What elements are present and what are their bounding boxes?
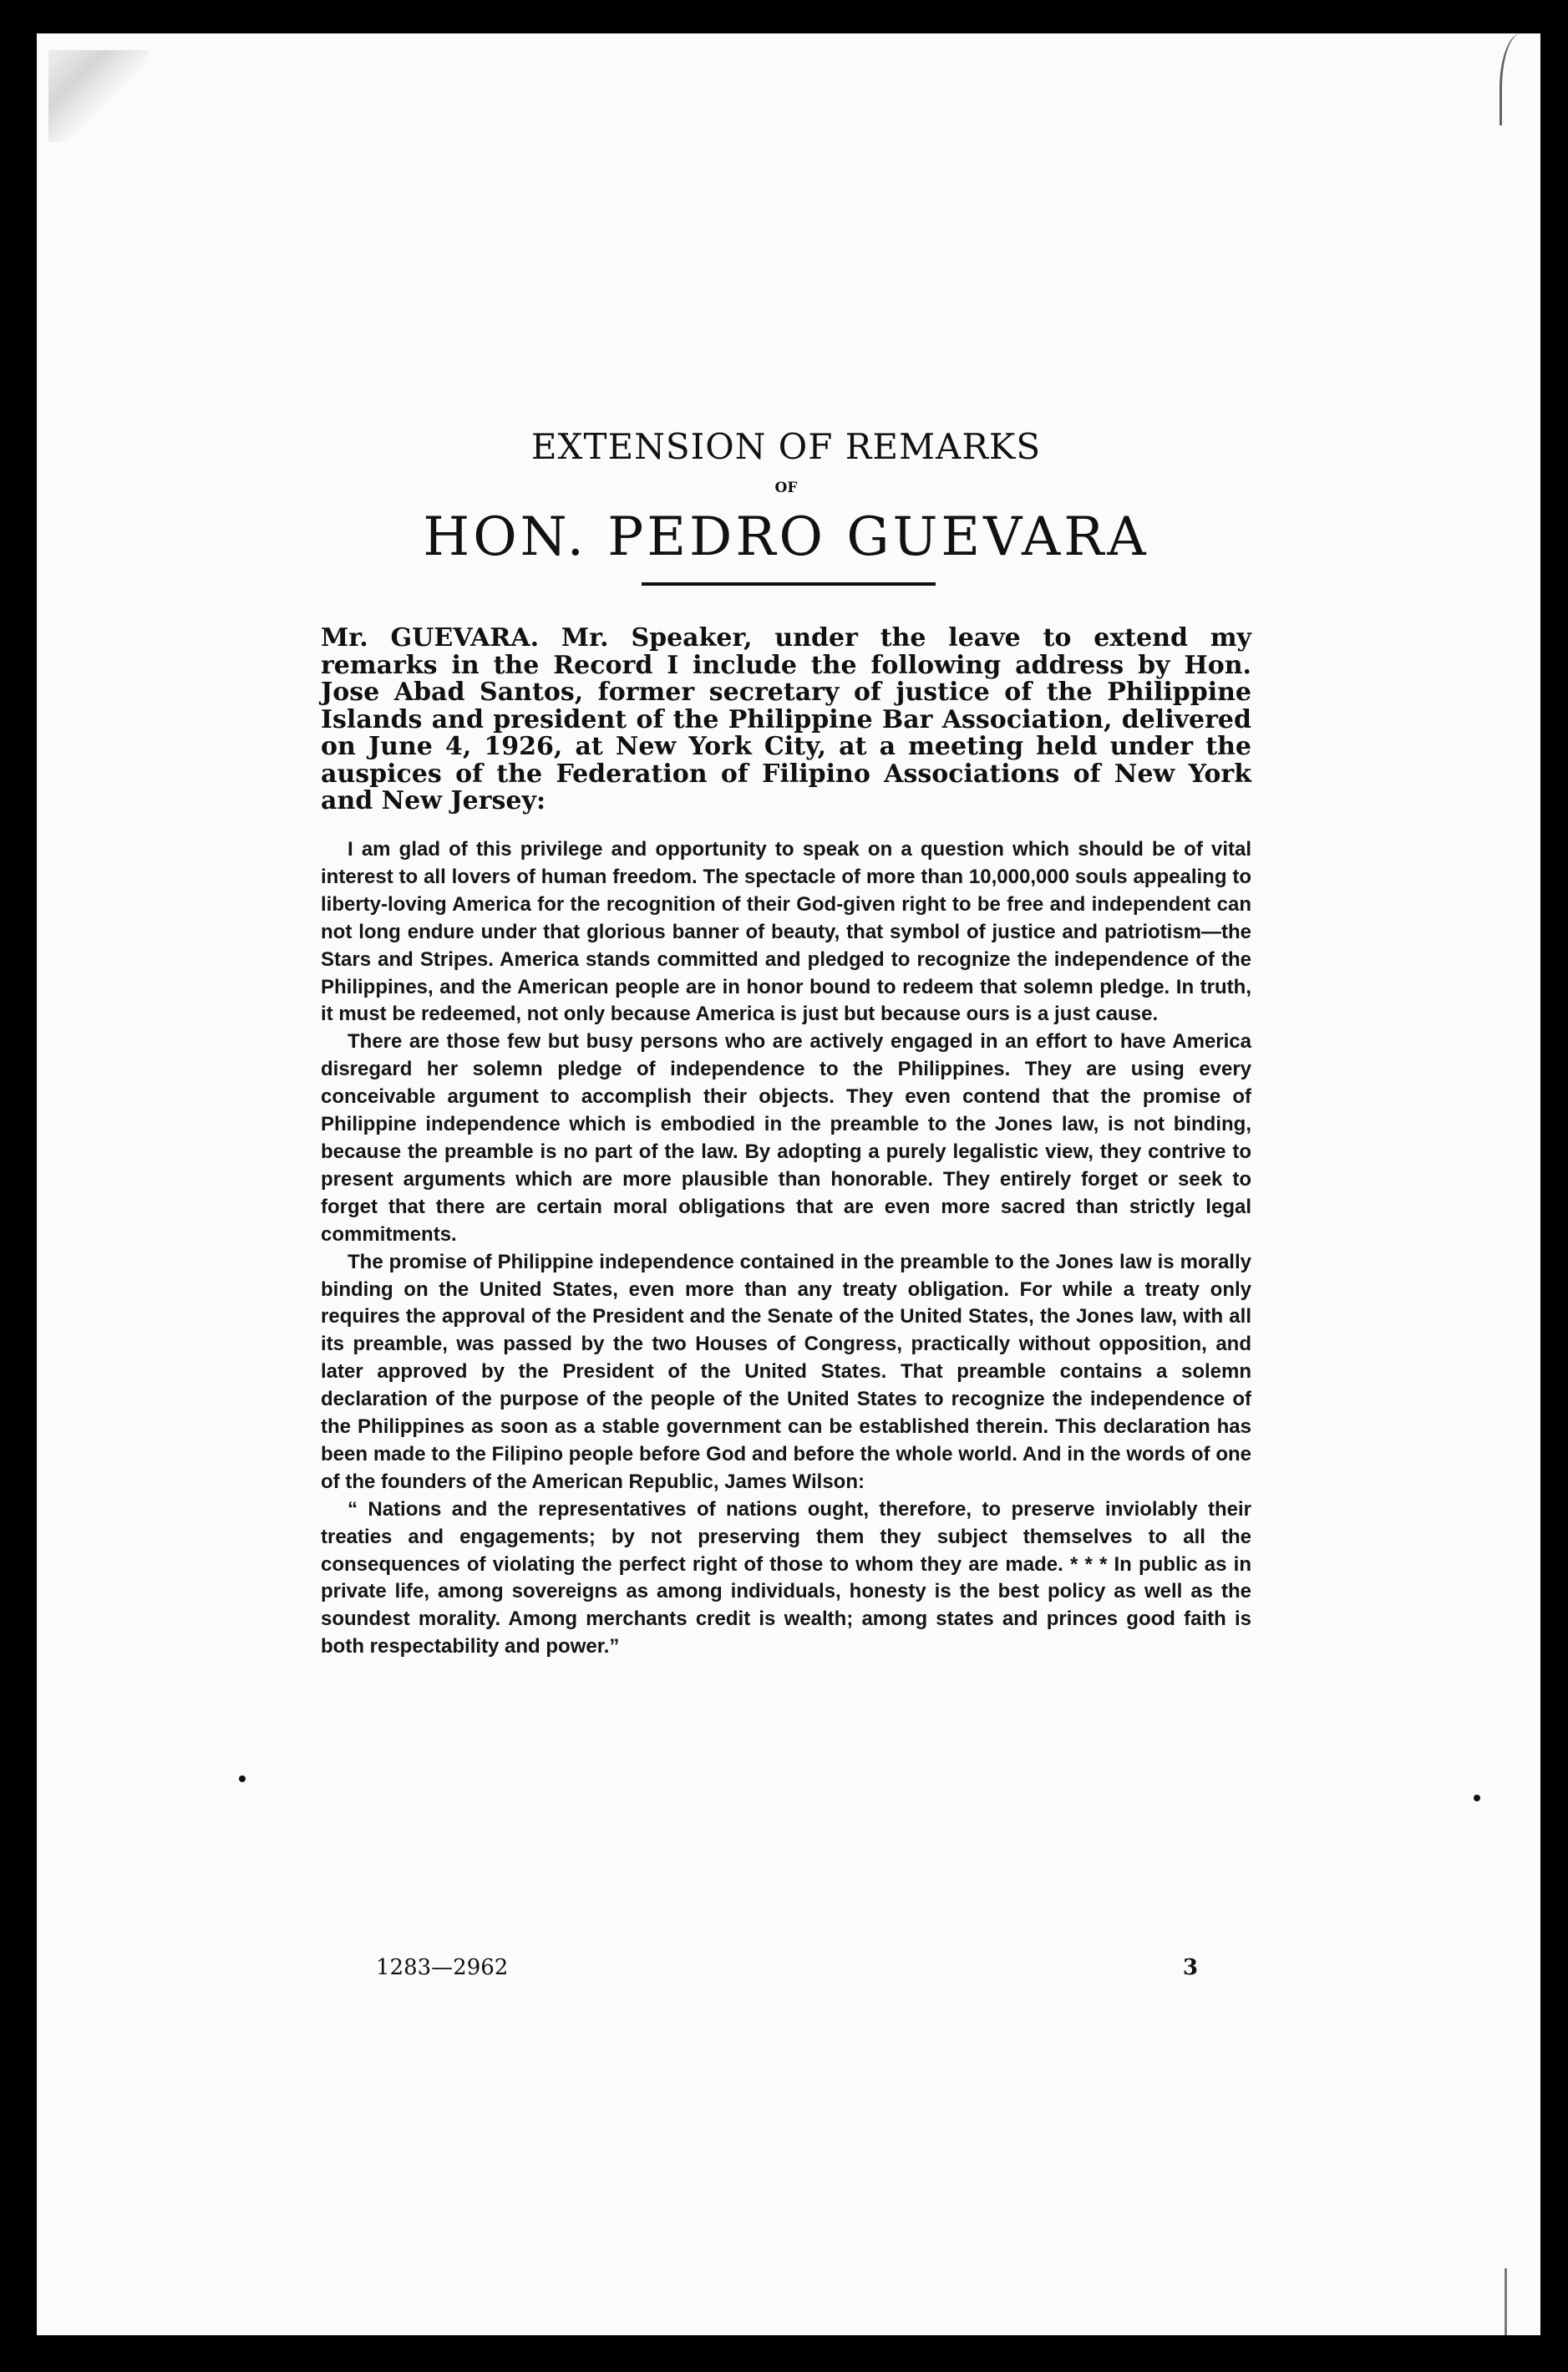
scan-artifact [48, 50, 149, 142]
address-body [321, 836, 1251, 1661]
speaker-name: HON. PEDRO GUEVARA [423, 506, 1149, 568]
body-paragraph: There are those few but busy persons who are actively engaged in an effort to have America disregard her solemn pledge of independence to the Philippines. They are using every conceivable argument to accomplish their objects. They even contend that the promise of Philippine independence which is embodied in the preamble to the Jones law, is not binding, because the preamble is no part of the law. By adopting a purely legalistic view, they contrive to present arguments which are more plausible than honorable. They entirely forget or seek to forget that there are certain moral obligations that are even more sacred than strictly legal commitments. [321, 1030, 1251, 1246]
scan-artifact [1499, 33, 1535, 125]
body-paragraph: The promise of Philippine independence contained in the preamble to the Jones law is morally binding on the United States, even more than any treaty obligation. For while a treaty only requires the approval of the President and the Senate of the United States, the Jones law, with all its preamble, was passed by the two Houses of Congress, practically without opposition, and later approved by the President of the United States. That preamble contains a solemn declaration of the purpose of the people of the United States to recognize the independence of the Philippines as soon as a stable government can be established therein. This declaration has been made to the Filipino people before God and before the whole world. And in the words of one of the founders of the American Republic, James Wilson: [321, 1250, 1251, 1493]
page-number: 3 [1182, 1955, 1198, 1980]
page-title: EXTENSION OF REMARKS [530, 426, 1042, 467]
title-connector: OF [774, 480, 798, 496]
document-page [37, 33, 1540, 2335]
punch-dot [239, 1775, 246, 1782]
title-divider [642, 582, 936, 586]
body-paragraph: I am glad of this privilege and opportunity to speak on a question which should be of vital interest to all lovers of human freedom. The spectacle of more than 10,000,000 souls appealing to liberty-loving America for the recognition of their God-given right to be free and independent can not long endure under that glorious banner of beauty, that symbol of justice and patriotism—the Stars and Stripes. America stands committed and pledged to recognize the independence of the Philippines, and the American people are in honor bound to redeem that solemn pledge. In truth, it must be redeemed, not only because America is just but because ours is a just cause. [321, 838, 1251, 1026]
quotation-paragraph: “ Nations and the representatives of nations ought, therefore, to preserve inviolably their treaties and engagements; by not preserving them they subject themselves to all the consequences of violating the perfect right of those to whom they are made. * * * In public as in private life, among sovereigns as among individuals, honesty is the best policy as well as the soundest morality. Among merchants credit is wealth; among states and princes good faith is both respectability and power.” [321, 1497, 1251, 1658]
scan-artifact [1505, 2268, 1532, 2335]
document-code: 1283—2962 [376, 1955, 509, 1980]
intro-paragraph: Mr. GUEVARA. Mr. Speaker, under the leave to extend my remarks in the Record I include the following address by Hon. Jose Abad Santos, former secretary of justice of the Philippine Islands and president of the Philippine Bar Association, delivered on June 4, 1926, at New York City, at a meeting held under the auspices of the Federation of Filipino Associations of New York and New Jersey: [321, 623, 1251, 815]
punch-dot [1474, 1795, 1480, 1801]
